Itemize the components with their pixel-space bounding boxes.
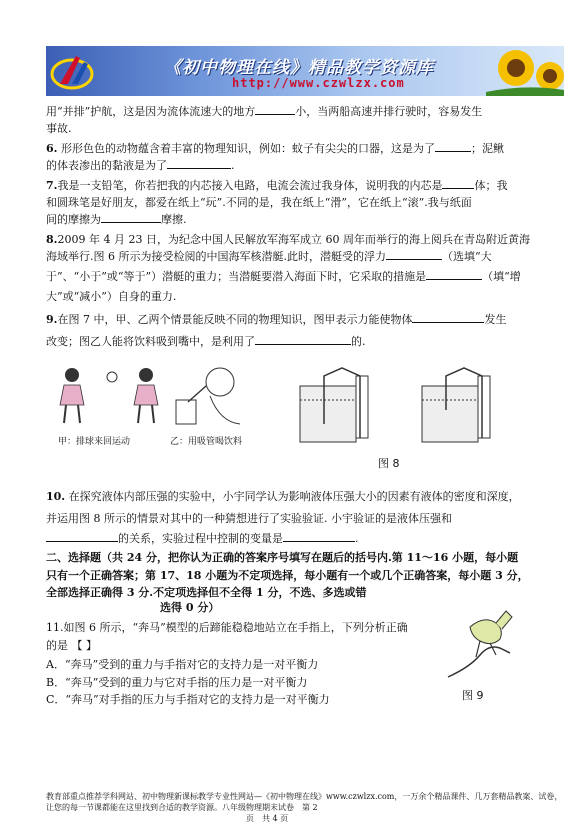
footer-text: 教育部重点推荐学科网站、初中物理新课标教学专业性网站—《初中物理在线》www.czwlzx.com，一万余个精品课件、几万套精品教案、试卷，让您的每一节课都能在这里找到合适的教学资源。八年级物理期末试卷 第 2 (46, 792, 563, 812)
blank (442, 178, 474, 189)
figure-7-straw (170, 362, 250, 428)
question-11-cont: 的是 【 】 (46, 639, 97, 652)
question-11: 11.如图 6 所示，“奔马”模型的后蹄能稳稳地站立在手指上，下列分析正确 (46, 621, 408, 634)
question-8: 8.2009 年 4 月 23 日，为纪念中国人民解放军海军成立 60 周年而举行的海上阅兵在青岛附近黄海 (46, 233, 530, 246)
question-7: 7.我是一支铅笔，你若把我的内芯接入电路，电流会流过我身体，说明我的内芯是 体；我 (46, 179, 508, 192)
figure-8-apparatus (296, 366, 566, 444)
blank (46, 531, 118, 542)
option-c: C．“奔马”对手指的压力与手指对它的支持力是一对平衡力 (46, 693, 330, 706)
text-line: 事故. (46, 122, 72, 135)
banner-url: http://www.czwlzx.com (232, 76, 405, 90)
section-2-line: 二、选择题（共 24 分，把你认为正确的答案序号填写在题后的括号内.第 11～16 小题，每小题 (46, 551, 519, 564)
page-footer (46, 791, 566, 824)
question-10: 10. 在探究液体内部压强的实验中，小宇同学认为影响液体压强大小的因素有液体的密度和深度， (46, 490, 520, 503)
option-a: A．“奔马”受到的重力与手指对它的支持力是一对平衡力 (46, 658, 319, 671)
blank (283, 531, 355, 542)
question-7-cont: 和圆珠笔是好朋友，都爱在纸上“玩”.不同的是，我在纸上“滑”，它在纸上“滚”.我与纸面 (46, 196, 472, 209)
figure-7a-caption: 甲：排球来回运动 (58, 437, 131, 447)
blank (435, 141, 471, 152)
logo-icon (50, 50, 96, 92)
section-2-line: 全部选择正确得 3 分.不定项选择但不全得 1 分，不选、多选或错 (46, 586, 367, 599)
question-9: 9.在图 7 中，甲、乙两个情景能反映不同的物理知识，图甲表示力能使物体 发生 (46, 313, 507, 326)
question-6: 6. 形形色色的动物蕴含着丰富的物理知识，例如：蚊子有尖尖的口器，这是为了 ；泥鳅 (46, 142, 504, 155)
figure-7-volleyball (50, 365, 170, 425)
figure-9-horse (440, 607, 530, 683)
figure-8-caption: 图 8 (378, 457, 400, 470)
blank (255, 334, 351, 345)
figure-9-caption: 图 9 (462, 689, 484, 702)
question-10-cont2: 的关系，实验过程中控制的变量是 . (46, 530, 359, 546)
blank (386, 249, 442, 260)
blank (167, 158, 231, 169)
sunflower-icon (486, 46, 564, 96)
blank (101, 212, 161, 223)
blank (426, 269, 482, 280)
footer-page: 页 共 4 页 (246, 814, 289, 823)
question-8-cont2: 于”、“小于”或“等于”）潜艇的重力；当潜艇要潜入海面下时，它采取的措施是 （填“增 (46, 270, 521, 283)
header-banner (46, 46, 564, 96)
section-2-line: 只有一个正确答案；第 17、18 小题为不定项选择，每小题有一个或几个正确答案，每小题 3 分， (46, 569, 529, 582)
question-10-cont: 并运用图 8 所示的情景对其中的一种猜想进行了实验验证. 小宇验证的是液体压强和 (46, 512, 452, 525)
question-8-cont3: 大”或“减小”）自身的重力. (46, 290, 177, 303)
blank (255, 104, 295, 115)
blank (412, 312, 484, 323)
question-9-cont: 改变；图乙人能将饮料吸到嘴中，是利用了 的. (46, 335, 366, 348)
question-6-cont: 的体表渗出的黏液是为了 . (46, 159, 235, 172)
banner-title: 《初中物理在线》精品教学资源库 (164, 58, 434, 78)
section-2-line: 选得 0 分） (160, 601, 220, 614)
question-8-cont: 海域举行.图 6 所示为接受检阅的中国海军核潜艇.此时，潜艇受的浮力 （选填“大 (46, 250, 492, 263)
figure-7b-caption: 乙：用吸管喝饮料 (170, 437, 243, 447)
text-line: 用“并排”护航，这是因为流体流速大的地方 小，当两船高速并排行驶时，容易发生 (46, 105, 483, 118)
option-b: B．“奔马”受到的重力与它对手指的压力是一对平衡力 (46, 676, 308, 689)
question-7-cont2: 间的摩擦为 摩擦. (46, 213, 187, 226)
